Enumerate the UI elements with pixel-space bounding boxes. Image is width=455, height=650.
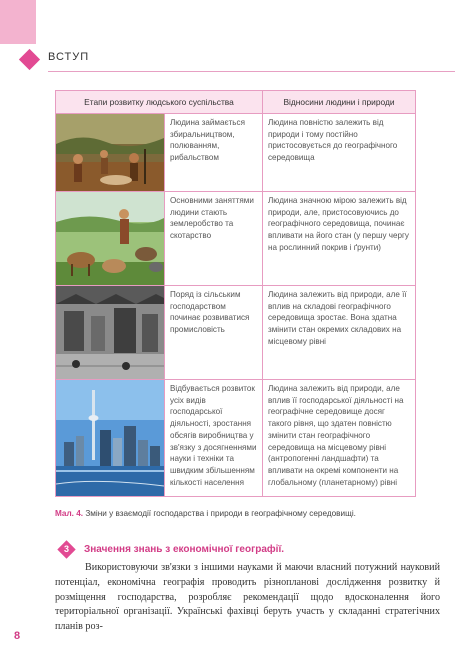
header-rule bbox=[48, 71, 455, 72]
illustration-cell bbox=[56, 114, 165, 192]
table-row bbox=[56, 114, 416, 192]
section-number-badge bbox=[57, 540, 75, 558]
illustration-cell bbox=[56, 192, 165, 286]
col-header-relations: Відносини людини і природи bbox=[263, 91, 416, 114]
relation-text: Людина повністю залежить від природи і тому постійно пристосовується до географічного середовища bbox=[263, 114, 416, 192]
running-header: ВСТУП bbox=[48, 51, 90, 63]
table-row bbox=[56, 192, 416, 286]
factory-illustration bbox=[56, 286, 164, 379]
caption-text: Зміни у взаємодії господарства і природи в географічному середовищі. bbox=[83, 509, 356, 518]
caption-label: Мал. 4. bbox=[55, 509, 84, 518]
relation-text: Людина залежить від природи, але її вплив на складові географічного середовища зростає. Вона здатна змінити стан окремих складових на місцевому рівні bbox=[263, 286, 416, 380]
figure-caption bbox=[55, 509, 435, 518]
stage-text: Поряд із сільським господарством починає розвиватися промисловість bbox=[165, 286, 263, 380]
table-row bbox=[56, 286, 416, 380]
stage-text: Людина займається збиральництвом, полюванням, рибальством bbox=[165, 114, 263, 192]
body-paragraph: Використовуючи зв'язки з іншими науками й маючи власний потужний науковий потенціал, економічна географія проводить різнопланові дослідження розвитку й розміщення господарства, розробляє рекомендації щодо вдосконалення його територіальної організації. Українські фахівці беруть участь у складанні стратегічних планів роз- bbox=[55, 562, 440, 633]
hunter-gatherers-illustration bbox=[56, 114, 164, 191]
table-row bbox=[56, 380, 416, 497]
relation-text: Людина значною мірою залежить від природи, але, пристосовуючись до географічного середовища, починає впливати на його стан (у першу чергу на рослинний покрив і ґрунти) bbox=[263, 192, 416, 286]
corner-tab bbox=[0, 0, 36, 44]
city-skyline-illustration bbox=[56, 380, 164, 496]
stage-text: Відбувається розвиток усіх видів господарської діяльності, зростання обсягів виробництва у зв'язку з досягненнями науки і техніки та швидким збільшенням кількості населення bbox=[165, 380, 263, 497]
herding-illustration bbox=[56, 192, 164, 285]
section-marker-diamond bbox=[19, 49, 40, 70]
section-title: Значення знань з економічної географії. bbox=[84, 544, 285, 555]
col-header-stages: Етапи розвитку людського суспільства bbox=[56, 91, 263, 114]
illustration-cell bbox=[56, 380, 165, 497]
stage-text: Основними заняттями людини стають землеробство та скотарство bbox=[165, 192, 263, 286]
relation-text: Людина залежить від природи, але вплив її господарської діяльності на географічне середовище досяг такого рівня, що здатен повністю змінити стан географічного середовища на місцевому рівні (антропогенні ландшафти) та впливати на окремі компоненти на глобальному (планетарному) рівні bbox=[263, 380, 416, 497]
page-number: 8 bbox=[14, 630, 21, 642]
illustration-cell bbox=[56, 286, 165, 380]
stages-table bbox=[55, 90, 416, 497]
table-header-row bbox=[56, 91, 416, 114]
section-number: 3 bbox=[63, 544, 69, 554]
